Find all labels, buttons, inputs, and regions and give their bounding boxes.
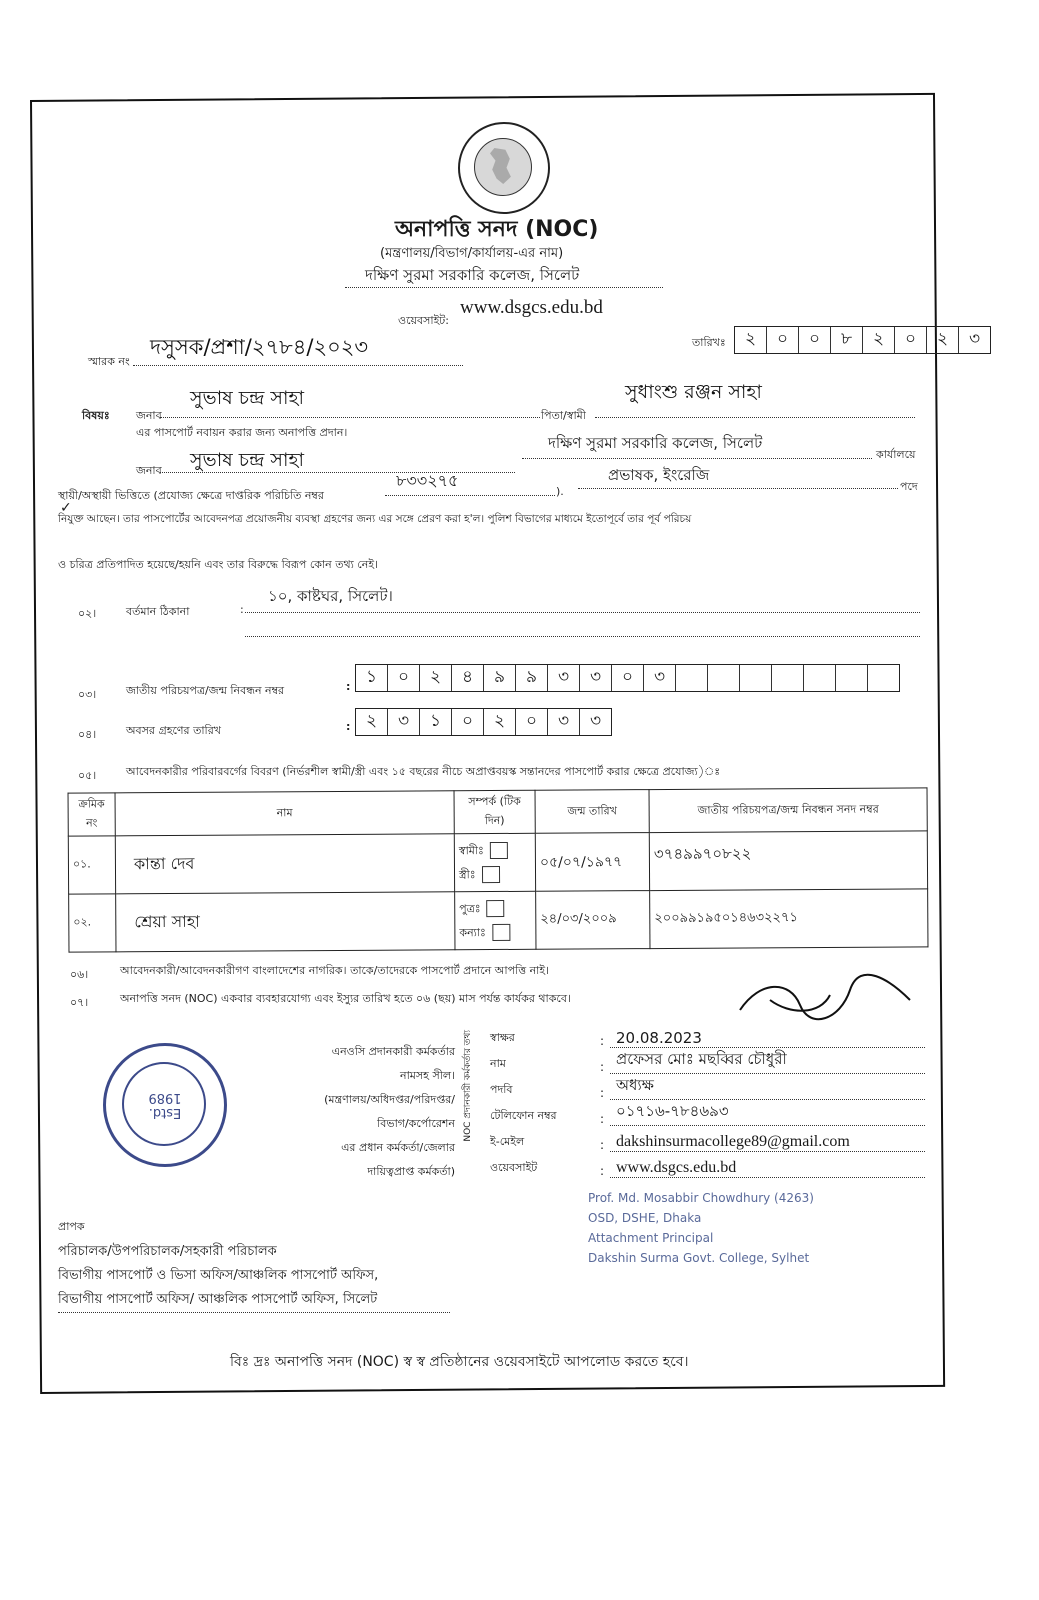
signatory-desc-line: দায়িত্বপ্রাপ্ত কর্মকর্তা) (367, 1165, 455, 1178)
subject-label: বিষয়ঃ (82, 409, 110, 422)
post-suffix: পদে (900, 480, 918, 493)
item-02-number: ০২। (78, 607, 97, 620)
digit-box: ০ (767, 327, 799, 353)
body-office: দক্ষিণ সুরমা সরকারি কলেজ, সিলেট (548, 434, 763, 452)
header-name: নাম (115, 791, 454, 836)
relation-daughter-label: কন্যাঃ (459, 925, 486, 939)
website-label: ওয়েবসাইট: (398, 314, 449, 327)
footer-note: বিঃ দ্রঃ অনাপত্তি সনদ (NOC) স্ব স্ব প্রতিষ্ঠানের ওয়েবসাইটে আপলোড করতে হবে। (230, 1354, 689, 1370)
post-designation: প্রভাষক, ইংরেজি (608, 466, 710, 484)
subject-applicant-name: সুভাষ চন্দ্র সাহা (190, 387, 304, 409)
signatory-field (490, 1022, 925, 1048)
subject-janab: জনাব (136, 409, 162, 422)
digit-box (836, 665, 868, 691)
item-06-number: ০৬। (70, 968, 89, 981)
date-label: তারিখঃ (692, 336, 726, 349)
date-boxes (734, 326, 991, 354)
digit-box: ৩ (580, 665, 612, 691)
field-label: ই-মেইল (490, 1135, 525, 1148)
digit-box: ২ (484, 709, 516, 735)
item-07-number: ০৭। (70, 996, 89, 1009)
seal-year: 1989 (148, 1090, 182, 1105)
field-label: নাম (490, 1057, 506, 1070)
colon: : (600, 1112, 605, 1126)
signatory-field (490, 1152, 925, 1178)
field-value: dakshinsurmacollege89@gmail.com (610, 1133, 925, 1152)
colon: : (346, 720, 351, 733)
subject-name-line (160, 417, 540, 418)
digit-box: ৮ (831, 327, 863, 353)
table-row (69, 889, 928, 952)
officer-stamp (588, 1188, 814, 1268)
field-label: স্বাক্ষর (490, 1031, 515, 1044)
body-applicant-name: সুভাষ চন্দ্র সাহা (190, 449, 304, 471)
field-label: ওয়েবসাইট (490, 1161, 538, 1174)
close-paren: ). (556, 485, 564, 498)
recipient-label: প্রাপক (58, 1220, 85, 1233)
digit-box: ২ (420, 665, 452, 691)
colon: : (600, 1138, 605, 1152)
family-label: আবেদনকারীর পরিবারবর্গের বিবরণ (নির্ভরশীল স্বামী/স্ত্রী এবং ১৫ বছরের নীচে অপ্রাপ্তবয়স্ক সন্তানদের পাসপোর্ট করার ক্ষেত্রে প্রযোজ্য)ঃ (126, 765, 721, 778)
signatory-desc-line: (মন্ত্রণালয়/অধিদপ্তর/পরিদপ্তর/ (324, 1093, 455, 1106)
field-value: অধ্যক্ষ (610, 1074, 925, 1100)
retirement-date-label: অবসর গ্রহণের তারিখ (126, 724, 221, 737)
digit-box: ৩ (644, 665, 676, 691)
field-label: টেলিফোন নম্বর (490, 1109, 557, 1122)
nid-label: জাতীয় পরিচয়পত্র/জন্ম নিবন্ধন নম্বর (126, 684, 285, 697)
digit-box: ২ (356, 709, 388, 735)
digit-box: ০ (799, 327, 831, 353)
digit-box: ৯ (484, 665, 516, 691)
father-line (595, 417, 915, 418)
digit-box: ৩ (968, 329, 981, 349)
basis-text: স্থায়ী/অস্থায়ী ভিত্তিতে (প্রযোজ্য ক্ষেত্রে দাপ্তরিক পরিচিতি নম্বর (58, 489, 324, 502)
header-nid: জাতীয় পরিচয়পত্র/জন্ম নিবন্ধন সনদ নম্বর (649, 788, 927, 833)
body-office-line (522, 458, 872, 459)
recipient-line-text: বিভাগীয় পাসপোর্ট অফিস/ আঞ্চলিক পাসপোর্ট অফিস, সিলেট (58, 1292, 378, 1307)
signatory-field (490, 1126, 925, 1152)
address-label: বর্তমান ঠিকানা (126, 605, 190, 618)
signatory-desc-line: এর প্রধান কর্মকর্তা/জেলার (341, 1141, 455, 1154)
digit-box: ০ (895, 327, 927, 353)
colon: : (240, 603, 244, 616)
digit-box (804, 665, 836, 691)
row-dob: ০৫/০৭/১৯৭৭ (535, 833, 649, 892)
digit-box (740, 665, 772, 691)
header-serial: ক্রমিক নং (68, 793, 115, 836)
field-value: 20.08.2023 (610, 1029, 925, 1048)
item-03-number: ০৩। (78, 688, 97, 701)
header-relation: সম্পর্ক (টিক দিন) (454, 790, 535, 833)
government-emblem-icon (458, 122, 550, 214)
relation-husband-label: স্বামীঃ (458, 843, 484, 857)
father-name: সুধাংশু রঞ্জন সাহা (625, 381, 762, 403)
signatory-field (490, 1074, 925, 1100)
digit-box: ৩ (548, 709, 580, 735)
retirement-date-boxes (355, 708, 612, 736)
signature-icon (730, 970, 930, 1030)
field-label: পদবি (490, 1083, 513, 1096)
digit-box: ২ (863, 327, 895, 353)
office-name: দক্ষিণ সুরমা সরকারি কলেজ, সিলেট (365, 266, 580, 284)
colon: : (600, 1060, 605, 1074)
father-label: পিতা/স্বামী (541, 409, 586, 422)
body-janab: জনাব (136, 464, 162, 477)
digit-box (772, 665, 804, 691)
digit-box: ২ (735, 327, 767, 353)
colon: : (346, 680, 351, 693)
citizenship-statement: আবেদনকারী/আবেদনকারীগণ বাংলাদেশের নাগরিক। তাকে/তাদেরকে পাসপোর্ট প্রদানে আপত্তি নাই। (120, 964, 550, 977)
body-line4: ও চরিত্র প্রতিপাদিত হয়েছে/হয়নি এবং তার বিরুদ্ধে বিরূপ কোন তথ্য নেই। (58, 558, 378, 571)
row-nid: ৩৭৪৯৯৭০৮২২ (649, 831, 927, 891)
address-value: ১০, কাষ্টঘর, সিলেট। (268, 587, 393, 605)
row-name: শ্রেয়া সাহা (116, 892, 455, 952)
divider (345, 287, 663, 288)
recipient-line-text: পরিচালক/উপপরিচালক/সহকারী পরিচালক (58, 1244, 277, 1259)
recipient-address (58, 1240, 378, 1312)
field-value: ০১৭১৬-৭৮৪৬৯৩ (610, 1100, 925, 1126)
colon: : (600, 1034, 605, 1048)
wife-checkbox[interactable] (482, 866, 500, 883)
stamp-line: Attachment Principal (588, 1231, 714, 1245)
official-id-number: ৮৩৩২৭৫ (396, 471, 459, 490)
row-nid: ২০০৯৯১৯৫০১৪৬৩২২৭১ (650, 889, 928, 949)
row-serial: ০২. (69, 894, 116, 952)
signatory-fields (490, 1022, 925, 1178)
stamp-line: Prof. Md. Mosabbir Chowdhury (4263) (588, 1191, 814, 1205)
row-name: কান্তা দেব (115, 834, 454, 894)
relation-son-label: পুত্রঃ (459, 901, 481, 915)
digit-box: ৩ (388, 709, 420, 735)
row-serial: ০১. (68, 836, 115, 894)
header-website: www.dsgcs.edu.bd (460, 297, 603, 318)
digit-box: ০ (516, 709, 548, 735)
daughter-checkbox[interactable] (492, 924, 510, 941)
row-dob: ২৪/০৩/২০০৯ (536, 891, 650, 950)
signatory-field (490, 1100, 925, 1126)
recipient-line (58, 1312, 450, 1313)
digit-box: ১ (420, 709, 452, 735)
signatory-field (490, 1048, 925, 1074)
field-value: প্রফেসর মোঃ মছব্বির চৌধুরী (610, 1048, 925, 1074)
id-line (385, 495, 555, 496)
digit-box (708, 665, 740, 691)
signatory-desc-line: বিভাগ/কর্পোরেশন (377, 1117, 455, 1130)
colon: : (600, 1164, 605, 1178)
seal-estd: Estd. (148, 1105, 182, 1120)
son-checkbox[interactable] (487, 900, 505, 917)
digit-box: ৩ (589, 711, 602, 731)
office-suffix: কার্যালয়ে (876, 448, 916, 461)
field-value: www.dsgcs.edu.bd (610, 1159, 925, 1178)
digit-box: ০ (612, 665, 644, 691)
stamp-line: Dakshin Surma Govt. College, Sylhet (588, 1251, 810, 1265)
digit-box (868, 665, 899, 691)
signatory-vertical-label: NOC প্রদানকারী কর্মকর্তার তথ্য (463, 1030, 473, 1142)
item-05-number: ০৫। (78, 769, 97, 782)
family-table (68, 787, 929, 952)
college-seal (103, 1043, 227, 1167)
husband-checkbox[interactable] (490, 842, 508, 859)
digit-box: ১ (356, 665, 388, 691)
digit-box (676, 665, 708, 691)
digit-box: ০ (388, 665, 420, 691)
digit-box: ০ (452, 709, 484, 735)
signatory-desc-line: এনওসি প্রদানকারী কর্মকর্তার (331, 1045, 455, 1058)
memo-number: দসুসক/প্রশা/২৭৮৪/২০২৩ (150, 335, 369, 359)
nid-boxes (355, 664, 900, 692)
memo-label: স্মারক নং (88, 355, 130, 368)
recipient-line-text: বিভাগীয় পাসপোর্ট ও ভিসা অফিস/আঞ্চলিক পাসপোর্ট অফিস, (58, 1268, 379, 1283)
address-line (245, 612, 920, 613)
digit-box: ৯ (516, 665, 548, 691)
signatory-desc-line: নামসহ সীল। (400, 1069, 455, 1082)
signatory-description (280, 1040, 455, 1184)
validity-statement: অনাপত্তি সনদ (NOC) একবার ব্যবহারযোগ্য এবং ইস্যুর তারিখ হতে ০৬ (ছয়) মাস পর্যন্ত কার্যকর থাকবে। (120, 992, 571, 1005)
digit-box: ৪ (452, 665, 484, 691)
header-dob: জন্ম তারিখ (535, 790, 649, 834)
digit-box: ২ (927, 327, 959, 353)
document-title: অনাপত্তি সনদ (NOC) (395, 217, 599, 242)
stamp-line: OSD, DSHE, Dhaka (588, 1211, 702, 1225)
checkmark-icon: ✓ (60, 500, 72, 516)
table-row (68, 831, 927, 894)
digit-box: ৩ (548, 665, 580, 691)
item-04-number: ০৪। (78, 728, 97, 741)
body-line3: নিযুক্ত আছেন। তার পাসপোর্টের আবেদনপত্র প্রয়োজনীয় ব্যবস্থা গ্রহণের জন্য এর সঙ্গে প্রেরণ করা হ'ল। পুলিশ বিভাগের মাধ্যমে ইতোপূর্বে তার পূর্ব পরিচয় (58, 513, 692, 525)
subject-line2: এর পাসপোর্ট নবায়ন করার জন্য অনাপত্তি প্রদান। (136, 426, 348, 439)
colon: : (600, 1086, 605, 1100)
address-line-2 (245, 636, 920, 637)
relation-wife-label: স্ত্রীঃ (458, 867, 476, 881)
document-subtitle: (মন্ত্রণালয়/বিভাগ/কার্যালয়-এর নাম) (380, 246, 564, 261)
